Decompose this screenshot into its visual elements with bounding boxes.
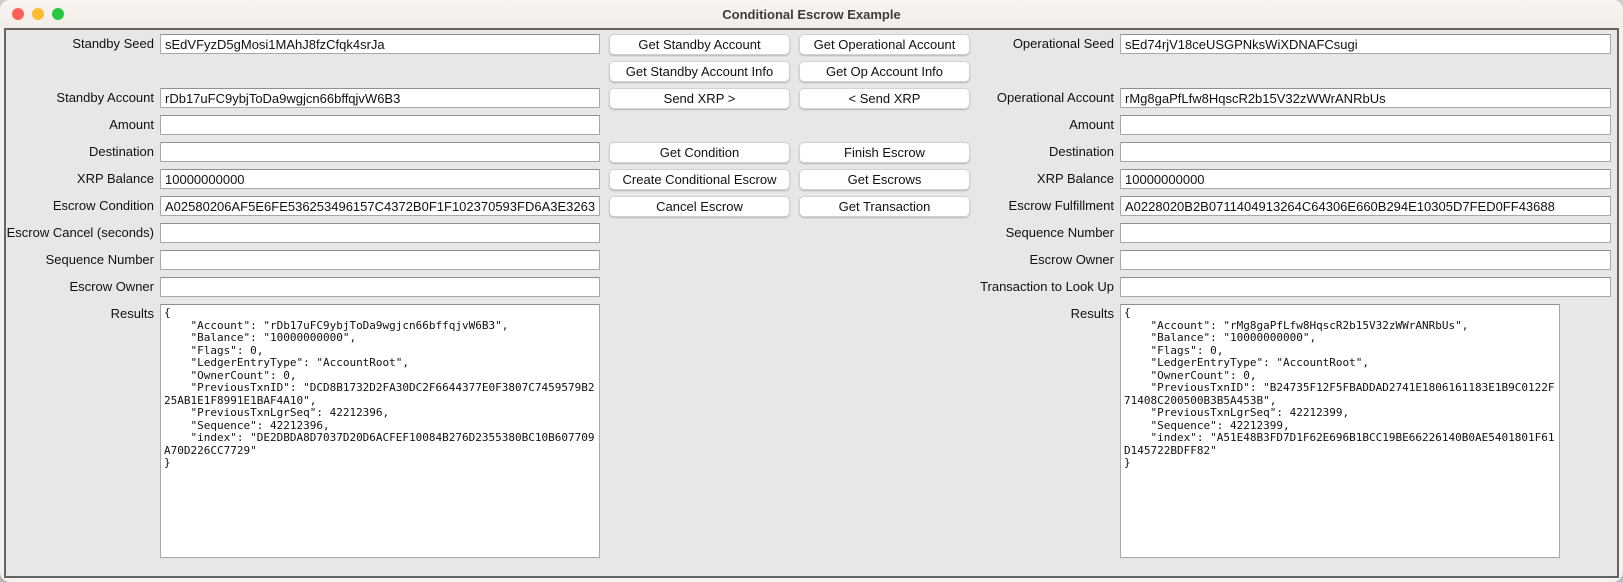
operational-results-label: Results	[1070, 306, 1114, 321]
operational-account-label: Operational Account	[996, 90, 1114, 105]
operational-escrow-owner-label: Escrow Owner	[1029, 252, 1114, 267]
operational-balance-label: XRP Balance	[1036, 171, 1114, 186]
title-bar[interactable]	[0, 0, 1623, 28]
escrow-fulfillment-label: Escrow Fulfillment	[1008, 198, 1114, 213]
cancel-escrow-button[interactable]: Cancel Escrow	[609, 196, 790, 217]
operational-results-textarea[interactable]	[1120, 304, 1560, 558]
get-standby-account-info-button[interactable]: Get Standby Account Info	[609, 61, 790, 82]
get-transaction-button[interactable]: Get Transaction	[799, 196, 970, 217]
standby-destination-input[interactable]	[160, 142, 600, 162]
escrow-condition-input[interactable]	[160, 196, 600, 216]
operational-sequence-label: Sequence Number	[1005, 225, 1114, 240]
get-escrows-button[interactable]: Get Escrows	[799, 169, 970, 190]
minimize-button[interactable]	[32, 8, 44, 20]
standby-destination-label: Destination	[88, 144, 154, 159]
operational-seed-label: Operational Seed	[1012, 36, 1114, 51]
operational-destination-label: Destination	[1048, 144, 1114, 159]
operational-escrow-owner-input[interactable]	[1120, 250, 1611, 270]
standby-account-label: Standby Account	[56, 90, 154, 105]
escrow-cancel-input[interactable]	[160, 223, 600, 243]
close-button[interactable]	[12, 8, 24, 20]
operational-balance-input[interactable]	[1120, 169, 1611, 189]
standby-amount-input[interactable]	[160, 115, 600, 135]
operational-destination-input[interactable]	[1120, 142, 1611, 162]
standby-balance-input[interactable]	[160, 169, 600, 189]
standby-seed-input[interactable]	[160, 34, 600, 54]
escrow-condition-label: Escrow Condition	[52, 198, 154, 213]
standby-seed-label: Standby Seed	[72, 36, 154, 51]
standby-amount-label: Amount	[109, 117, 154, 132]
escrow-fulfillment-input[interactable]	[1120, 196, 1611, 216]
traffic-lights	[12, 0, 64, 28]
operational-amount-label: Amount	[1069, 117, 1114, 132]
finish-escrow-button[interactable]: Finish Escrow	[799, 142, 970, 163]
send-xrp-left-button[interactable]: < Send XRP	[799, 88, 970, 109]
operational-sequence-input[interactable]	[1120, 223, 1611, 243]
standby-escrow-owner-input[interactable]	[160, 277, 600, 297]
send-xrp-right-button[interactable]: Send XRP >	[609, 88, 790, 109]
standby-balance-label: XRP Balance	[76, 171, 154, 186]
standby-sequence-input[interactable]	[160, 250, 600, 270]
get-condition-button[interactable]: Get Condition	[609, 142, 790, 163]
get-operational-account-button[interactable]: Get Operational Account	[799, 34, 970, 55]
get-op-account-info-button[interactable]: Get Op Account Info	[799, 61, 970, 82]
create-conditional-escrow-button[interactable]: Create Conditional Escrow	[609, 169, 790, 190]
standby-results-label: Results	[110, 306, 154, 321]
transaction-lookup-label: Transaction to Look Up	[980, 279, 1114, 294]
standby-account-input[interactable]	[160, 88, 600, 108]
operational-seed-input[interactable]	[1120, 34, 1611, 54]
standby-sequence-label: Sequence Number	[45, 252, 154, 267]
transaction-lookup-input[interactable]	[1120, 277, 1611, 297]
get-standby-account-button[interactable]: Get Standby Account	[609, 34, 790, 55]
operational-amount-input[interactable]	[1120, 115, 1611, 135]
zoom-button[interactable]	[52, 8, 64, 20]
main-content	[4, 28, 1619, 578]
operational-account-input[interactable]	[1120, 88, 1611, 108]
escrow-cancel-label: Escrow Cancel (seconds)	[6, 225, 154, 240]
standby-results-textarea[interactable]	[160, 304, 600, 558]
standby-escrow-owner-label: Escrow Owner	[69, 279, 154, 294]
window-title: Conditional Escrow Example	[722, 6, 901, 22]
